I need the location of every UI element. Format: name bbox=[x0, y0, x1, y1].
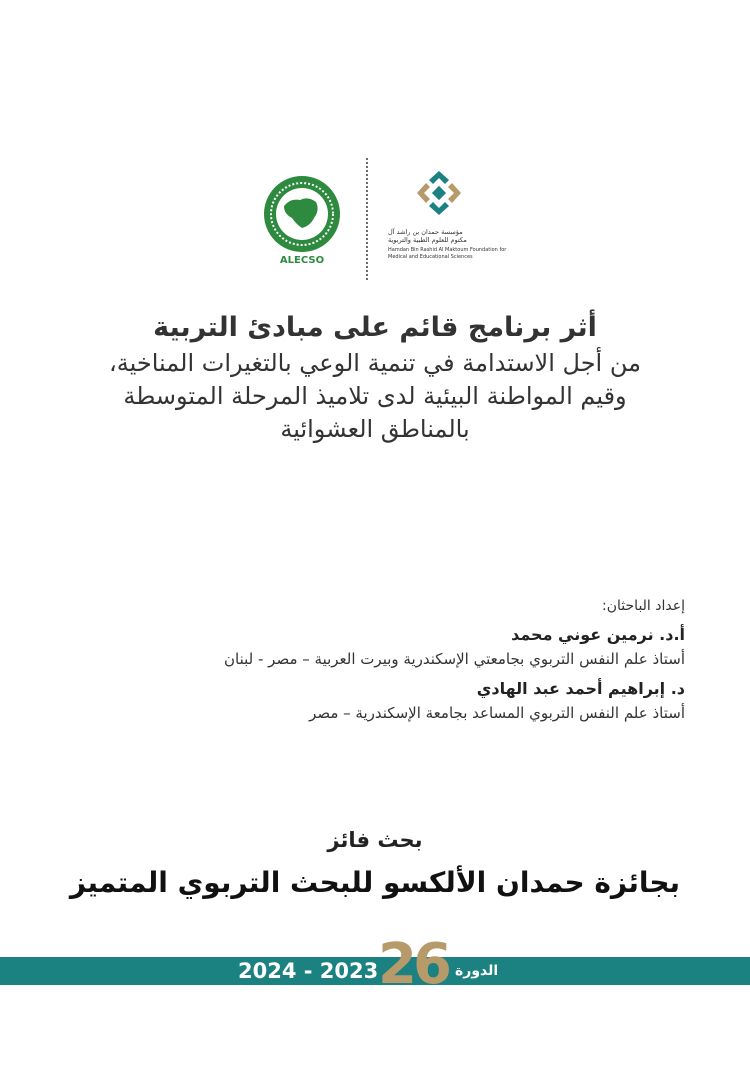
alecso-emblem-icon bbox=[262, 174, 342, 254]
foundation-name-en: Hamdan Bin Rashid Al Maktoum Foundation for Medical and Educational Sciences bbox=[388, 247, 507, 260]
prepared-by-label: إعداد الباحثان: bbox=[602, 598, 685, 614]
title-line-1: من أجل الاستدامة في تنمية الوعي بالتغيرات المناخية، bbox=[109, 349, 641, 377]
title-line-2: وقيم المواطنة البيئية لدى تلاميذ المرحلة المتوسطة bbox=[123, 382, 627, 410]
author-2-name: د. إبراهيم أحمد عبد الهادي bbox=[476, 679, 685, 698]
authors-section bbox=[55, 598, 685, 722]
logo-divider bbox=[366, 158, 368, 280]
award-name: بجائزة حمدان الألكسو للبحث التربوي المتميز bbox=[69, 866, 681, 899]
alecso-logo bbox=[262, 174, 342, 266]
alecso-label: ALECSO bbox=[279, 255, 325, 266]
author-2-affiliation: أستاذ علم النفس التربوي المساعد بجامعة الإسكندرية – مصر bbox=[309, 704, 685, 722]
foundation-name-ar: مؤسسة حمدان بن راشد آل مكتوم للعلوم الطبية والتربوية bbox=[388, 228, 467, 244]
session-number: 26 bbox=[378, 932, 448, 997]
author-1-name: أ.د. نرمين عوني محمد bbox=[511, 625, 685, 644]
research-title bbox=[60, 312, 690, 446]
title-line-3: بالمناطق العشوائية bbox=[280, 415, 470, 443]
session-years: 2024 - 2023 bbox=[238, 959, 379, 983]
winning-research-label: بحث فائز bbox=[327, 828, 423, 852]
hamdan-foundation-logo bbox=[388, 168, 513, 261]
session-label: الدورة bbox=[455, 963, 499, 979]
hamdan-foundation-emblem-icon bbox=[414, 168, 464, 218]
logo-bar bbox=[0, 150, 750, 280]
author-1-affiliation: أستاذ علم النفس التربوي بجامعتي الإسكندرية وبيرت العربية – مصر - لبنان bbox=[224, 650, 685, 668]
title-main: أثر برنامج قائم على مبادئ التربية bbox=[153, 312, 597, 343]
